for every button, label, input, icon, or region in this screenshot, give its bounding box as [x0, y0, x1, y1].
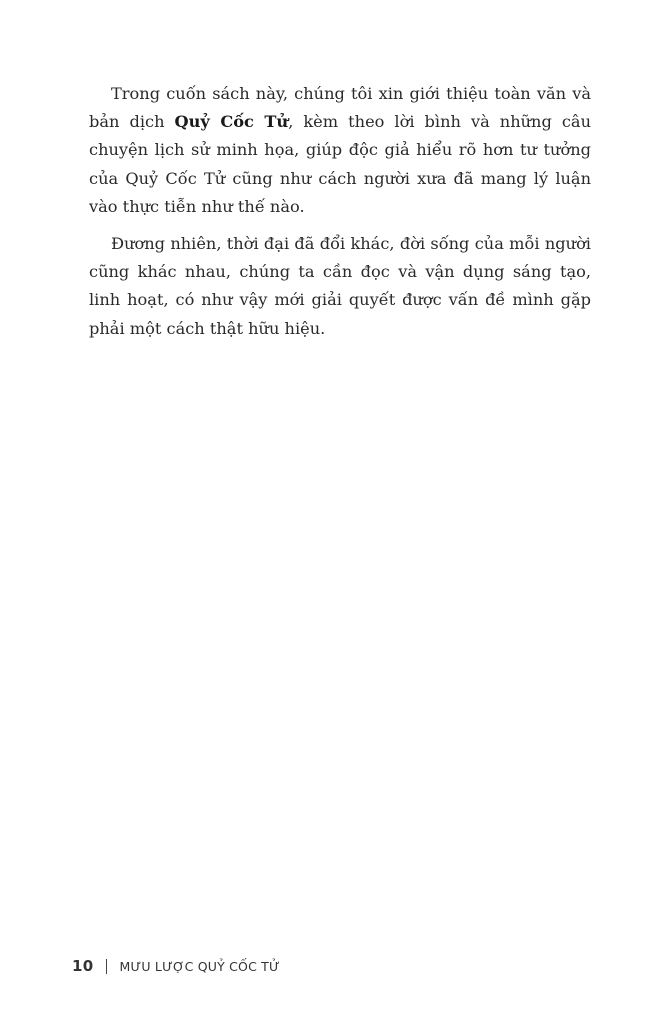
paragraph-1-rest: , kèm theo lời bình và những câu chuyện lịch sử minh họa, giúp độc giả hiểu rõ hơn tư tưởng của Quỷ Cốc Tử cũng như cách người xưa đã mang lý luận vào thực tiễn như thế nào.	[89, 112, 592, 216]
page-footer	[72, 955, 280, 977]
footer-separator	[106, 959, 107, 974]
paragraph-1	[89, 80, 591, 221]
book-title-bold: Quỷ Cốc Tử	[174, 112, 289, 132]
body-text	[89, 80, 591, 352]
paragraph-1-intro: Trong cuốn sách này, chúng tôi xin giới thiệu toàn văn và bản dịch	[89, 84, 591, 132]
page-number: 10	[72, 957, 94, 975]
running-title: MƯU LƯỢC QUỶ CỐC TỬ	[119, 958, 280, 974]
paragraph-2: Đương nhiên, thời đại đã đổi khác, đời sống của mỗi người cũng khác nhau, chúng ta cần đọc và vận dụng sáng tạo, linh hoạt, có như vậy mới giải quyết được vấn đề mình gặp phải một cách thật hữu hiệu.	[89, 234, 591, 338]
